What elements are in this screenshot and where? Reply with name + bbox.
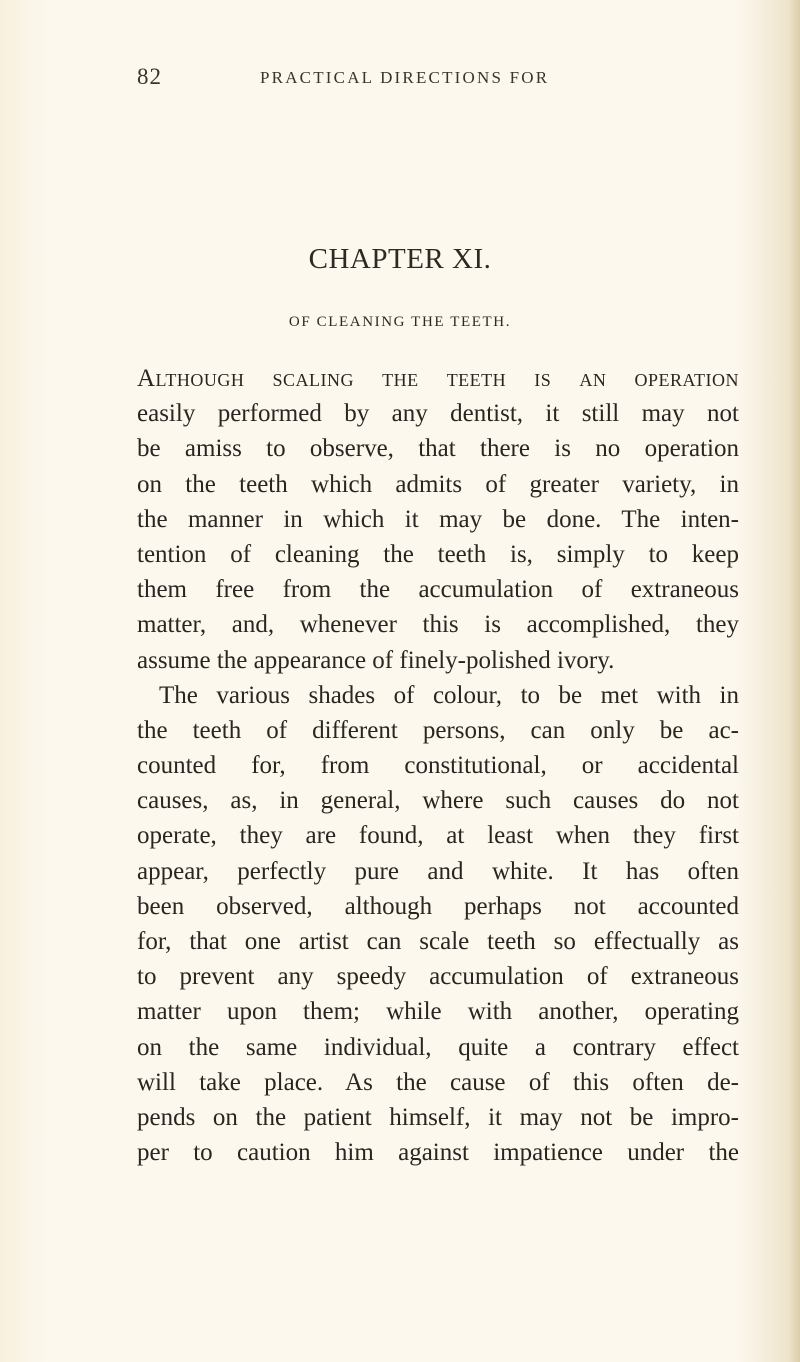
chapter-title: CHAPTER XI.	[308, 243, 492, 275]
text-line: The various shades of colour, to be met with in	[159, 681, 739, 709]
text-line: to prevent any speedy accumulation of extraneous	[137, 963, 739, 991]
text-line: on the teeth which admits of greater variety, in	[137, 470, 739, 498]
running-title: PRACTICAL DIRECTIONS FOR	[260, 68, 550, 87]
text-line: easily performed by any dentist, it still may not	[137, 400, 739, 428]
text-line: the manner in which it may be done. The inten-	[137, 505, 739, 533]
text-line: matter, and, whenever this is accomplished, they	[137, 611, 739, 639]
running-head	[0, 64, 800, 94]
page-edge-shadow	[790, 0, 800, 1362]
text-line: been observed, although perhaps not accounted	[137, 892, 739, 920]
text-line: the teeth of different persons, can only be ac-	[137, 716, 739, 744]
text-line: matter upon them; while with another, operating	[137, 998, 739, 1026]
body-text	[137, 361, 739, 1170]
page-number: 82	[137, 64, 162, 89]
text-line: will take place. As the cause of this often de-	[137, 1068, 739, 1096]
text-line: pends on the patient himself, it may not be impro-	[137, 1103, 739, 1131]
text-line: on the same individual, quite a contrary effect	[137, 1033, 739, 1061]
text-line: them free from the accumulation of extraneous	[137, 576, 739, 604]
text-line: causes, as, in general, where such causes do not	[137, 787, 739, 815]
section-title: OF CLEANING THE TEETH.	[288, 314, 512, 330]
text-line: for, that one artist can scale teeth so effectually as	[137, 928, 739, 955]
text-line: appear, perfectly pure and white. It has often	[137, 857, 739, 885]
text-line: tention of cleaning the teeth is, simply to keep	[137, 540, 739, 568]
text-line: operate, they are found, at least when they first	[137, 822, 739, 850]
text-line-lead: Although scaling the teeth is an operation	[137, 365, 739, 392]
text-line: counted for, from constitutional, or accidental	[137, 752, 739, 780]
text-line	[137, 361, 739, 396]
text-line: assume the appearance of finely-polished ivory.	[137, 646, 615, 674]
text-line: per to caution him against impatience under the	[137, 1139, 739, 1167]
text-line: be amiss to observe, that there is no operation	[137, 435, 739, 463]
